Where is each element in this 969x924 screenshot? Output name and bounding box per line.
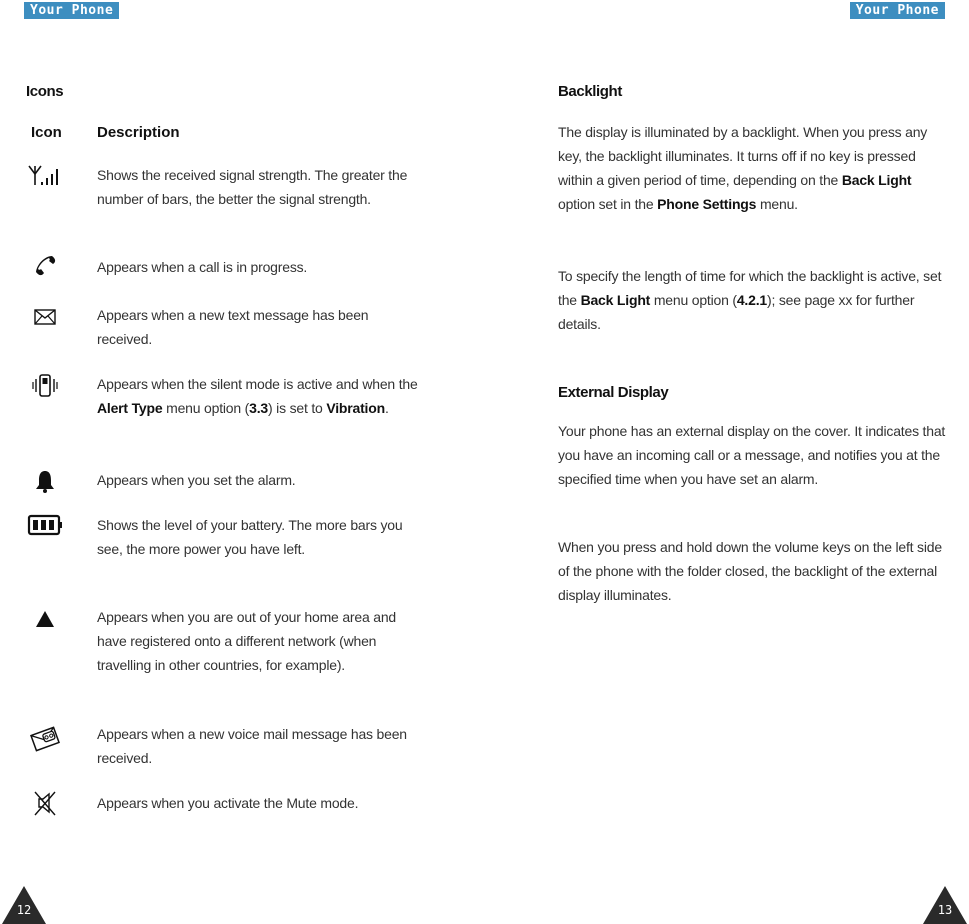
- backlight-heading: Backlight: [558, 83, 622, 100]
- call-description: Appears when a call is in progress.: [97, 259, 308, 275]
- alert-type-term: Alert Type: [97, 400, 163, 416]
- back-light-term: Back Light: [841, 172, 912, 188]
- voicemail-description: Appears when a new voice mail message has been received.: [97, 726, 407, 766]
- external-display-paragraph-2: When you press and hold down the volume keys on the left side of the phone with the folder closed, the backlight of the external display illuminates.: [558, 539, 942, 603]
- back-light-term-2: Back Light: [580, 292, 651, 308]
- phone-handset-icon: [27, 252, 63, 278]
- menu-number-4-2-1: 4.2.1: [736, 292, 767, 308]
- external-display-heading: External Display: [558, 384, 669, 401]
- icon-column-header: Icon: [31, 124, 62, 141]
- menu-number-3-3: 3.3: [249, 400, 269, 416]
- page-number-left: 12: [16, 903, 32, 917]
- envelope-icon: [27, 304, 63, 330]
- roaming-description: Appears when you are out of your home area and have registered onto a different network (when travelling in other countries, for example).: [97, 609, 396, 673]
- mute-icon: [27, 790, 63, 816]
- roaming-triangle-icon: [27, 606, 63, 632]
- section-tag-left: Your Phone: [24, 2, 119, 19]
- bell-icon: [27, 468, 63, 494]
- description-column-header: Description: [97, 124, 180, 141]
- backlight-paragraph-1: The display is illuminated by a backlight. When you press any key, the backlight illuminates. It turns off if no key is pressed within a given period of time, depending on the Back Light option set in the Phone Settings menu.: [558, 124, 928, 212]
- voicemail-icon: [27, 726, 63, 752]
- icons-heading: Icons: [26, 83, 64, 100]
- battery-icon: [27, 512, 63, 538]
- phone-settings-term: Phone Settings: [657, 196, 757, 212]
- vibration-description: Appears when the silent mode is active and when the Alert Type menu option (3.3) is set to Vibration.: [97, 376, 418, 416]
- vibrate-icon: [27, 373, 63, 399]
- signal-strength-icon: [27, 162, 63, 188]
- battery-description: Shows the level of your battery. The more bars you see, the more power you have left.: [97, 517, 403, 557]
- text-message-description: Appears when a new text message has been received.: [97, 307, 369, 347]
- page-number-right: 13: [937, 903, 953, 917]
- signal-description: Shows the received signal strength. The greater the number of bars, the better the signal strength.: [97, 167, 408, 207]
- alarm-description: Appears when you set the alarm.: [97, 472, 296, 488]
- backlight-paragraph-2: To specify the length of time for which the backlight is active, set the Back Light menu option (4.2.1); see page xx for further details.: [558, 268, 942, 332]
- vibration-term: Vibration: [326, 400, 385, 416]
- mute-description: Appears when you activate the Mute mode.: [97, 795, 359, 811]
- section-tag-right: Your Phone: [850, 2, 945, 19]
- external-display-paragraph-1: Your phone has an external display on the cover. It indicates that you have an incoming call or a message, and notifies you at the specified time when you have set an alarm.: [558, 423, 946, 487]
